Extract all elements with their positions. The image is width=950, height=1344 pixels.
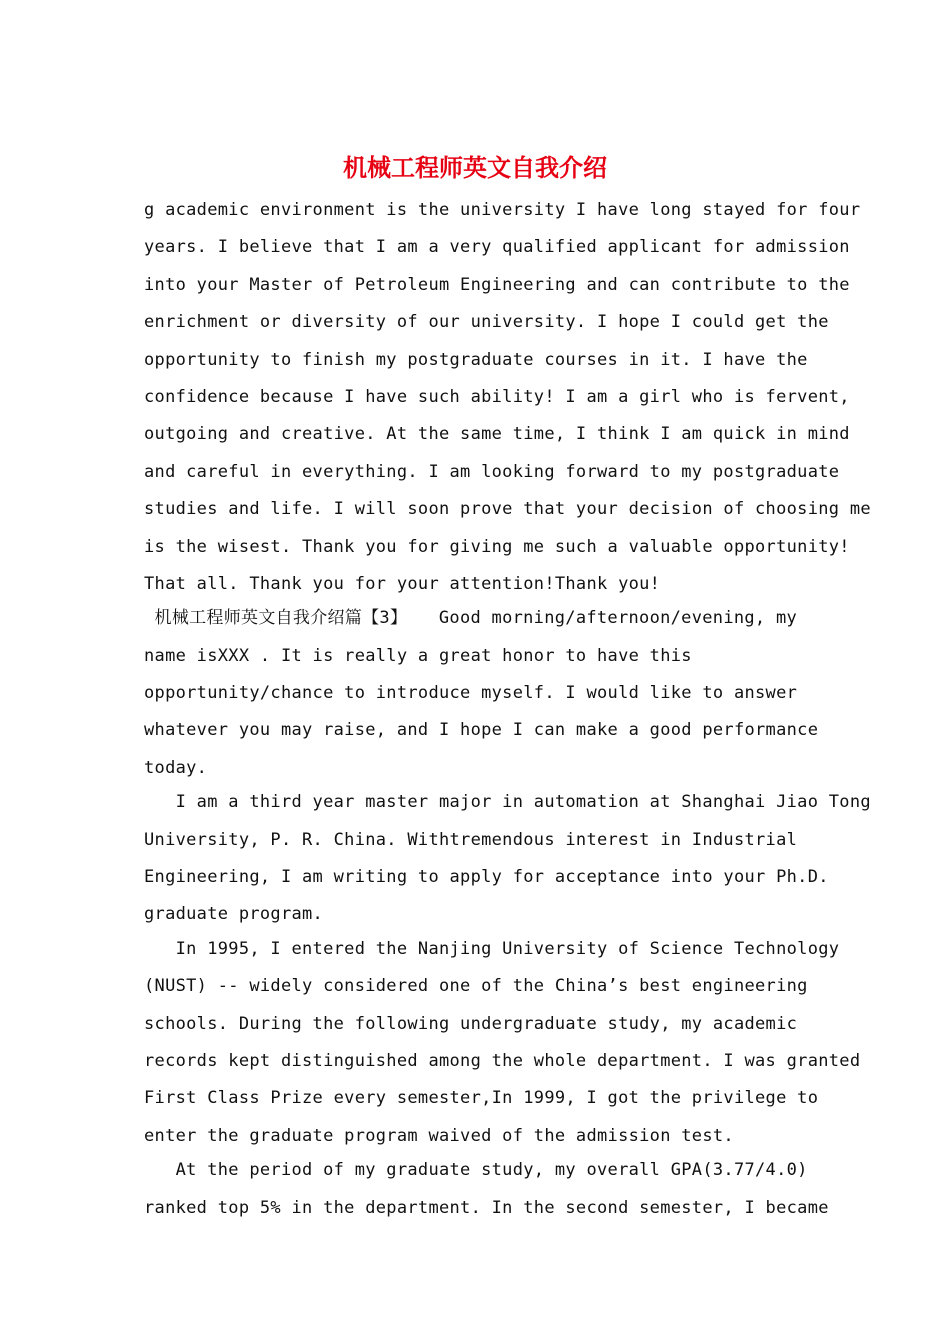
- text-line: enrichment or diversity of our university. I hope I could get the: [144, 312, 829, 333]
- text-line: into your Master of Petroleum Engineering and can contribute to the: [144, 274, 850, 295]
- text-line: First Class Prize every semester,In 1999, I got the privilege to: [144, 1088, 819, 1109]
- paragraph-2: [144, 600, 824, 787]
- text-line: is the wisest. Thank you for giving me such a valuable opportunity!: [144, 536, 850, 557]
- text-line: At the period of my graduate study, my overall GPA(3.77/4.0): [144, 1160, 808, 1181]
- text-line: studies and life. I will soon prove that your decision of choosing me: [144, 499, 871, 520]
- text-line: enter the graduate program waived of the admission test.: [144, 1125, 734, 1146]
- text-line: g academic environment is the university I have long stayed for four: [144, 200, 861, 220]
- text-line: schools. During the following undergraduate study, my academic: [144, 1013, 798, 1034]
- text-line: ranked top 5% in the department. In the second semester, I became: [144, 1197, 829, 1218]
- text-line: Engineering, I am writing to apply for acceptance into your Ph.D.: [144, 867, 829, 888]
- text-line: today.: [144, 757, 208, 778]
- document-body: [144, 192, 871, 1227]
- text-line: 机械工程师英文自我介绍篇【3】 Good morning/afternoon/evening, my: [144, 608, 798, 629]
- paragraph-1: [144, 192, 871, 603]
- text-line: (NUST) -- widely considered one of the China’s best engineering: [144, 976, 808, 997]
- text-line: In 1995, I entered the Nanjing University of Science Technology: [144, 938, 840, 959]
- paragraph-5: [144, 1152, 829, 1227]
- paragraph-4: [144, 931, 861, 1155]
- paragraph-3: [144, 784, 871, 934]
- text-line: confidence because I have such ability! I am a girl who is fervent,: [144, 386, 850, 407]
- text-line: graduate program.: [144, 904, 324, 925]
- text-line: University, P. R. China. Withtremendous interest in Industrial: [144, 829, 798, 850]
- text-line: whatever you may raise, and I hope I can make a good performance: [144, 720, 819, 741]
- text-line: outgoing and creative. At the same time, I think I am quick in mind: [144, 424, 850, 445]
- text-line: That all. Thank you for your attention!Thank you!: [144, 573, 661, 594]
- text-line: I am a third year master major in automation at Shanghai Jiao Tong: [144, 792, 871, 813]
- text-line: records kept distinguished among the whole department. I was granted: [144, 1050, 861, 1071]
- text-line: opportunity/chance to introduce myself. I would like to answer: [144, 683, 798, 704]
- text-line: name isXXX . It is really a great honor to have this: [144, 645, 692, 666]
- text-line: and careful in everything. I am looking forward to my postgraduate: [144, 461, 840, 482]
- text-line: opportunity to finish my postgraduate courses in it. I have the: [144, 349, 808, 370]
- text-line: years. I believe that I am a very qualified applicant for admission: [144, 237, 850, 258]
- page-title: 机械工程师英文自我介绍: [343, 153, 607, 182]
